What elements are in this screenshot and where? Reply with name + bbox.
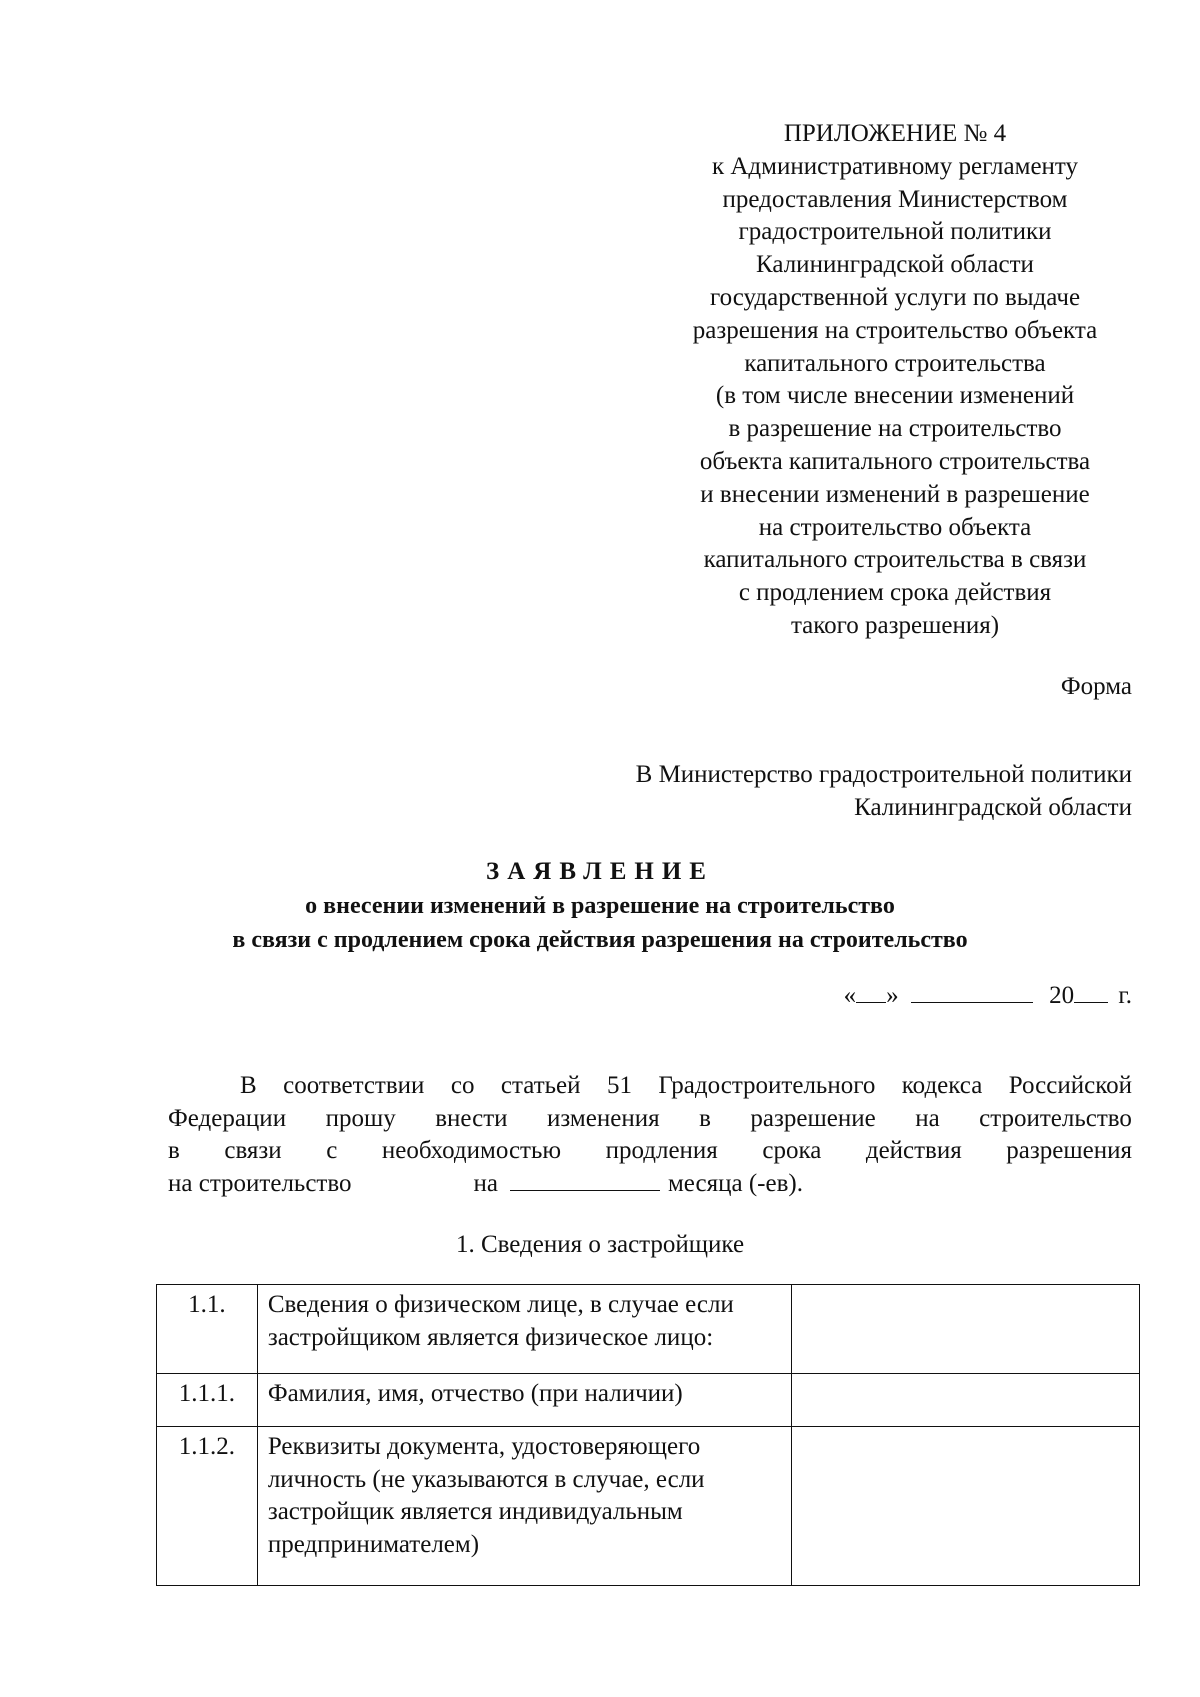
title-line: в связи с продлением срока действия разрешения на строительство [232,927,968,953]
appendix-line: на строительство объекта [758,513,1032,541]
paragraph-line [168,1135,1132,1168]
section-title: 1. Сведения о застройщике [455,1231,745,1258]
word: строительство [979,1104,1132,1132]
row-value-cell[interactable] [791,1374,1140,1427]
word: 51 [606,1072,632,1099]
word: Градостроительного [658,1072,876,1099]
text-segment: на строительство [168,1169,352,1197]
table-row [157,1374,1140,1427]
table-row [157,1427,1140,1586]
addressee-line: Калининградской области [854,794,1132,821]
row-number: 1.1. [157,1285,258,1374]
word: изменения [547,1104,660,1132]
word: прошу [325,1104,396,1132]
appendix-line: капитального строительства [744,349,1046,377]
row-number: 1.1.2. [157,1427,258,1586]
appendix-line: Калининградской области [756,251,1034,279]
row-label [257,1285,791,1374]
title-line: о внесении изменений в разрешение на строительство [305,893,895,919]
word: внести [435,1104,508,1132]
label-line: Реквизиты документа, удостоверяющего [267,1433,701,1460]
word: разрешения [1006,1137,1132,1164]
year-suffix: г. [1118,982,1132,1009]
paragraph-line [168,1070,1132,1103]
appendix-line: объекта капитального строительства [699,447,1091,475]
paragraph-line [168,1168,1132,1201]
word: продления [605,1137,718,1164]
year-prefix: 20 [1049,982,1075,1009]
request-paragraph [168,1070,1132,1200]
months-blank[interactable] [510,1168,660,1191]
year-blank[interactable] [1074,980,1108,1003]
appendix-line: предоставления Министерством [722,185,1068,213]
appendix-line: (в том числе внесении изменений [715,382,1075,410]
word: на [915,1104,940,1132]
word: действия [865,1137,962,1164]
appendix-line: с продлением срока действия [738,579,1052,607]
row-label [257,1374,791,1427]
text-segment: на [473,1169,498,1197]
appendix-line: градостроительной политики [738,218,1052,246]
table-row [157,1285,1140,1374]
date-field [844,980,1132,1012]
word: соответствии [283,1072,425,1099]
date-open-quote: « [843,982,857,1009]
row-number: 1.1.1. [157,1374,258,1427]
label-line: личность (не указываются в случае, если [267,1465,705,1493]
text-segment: месяца (-ев). [667,1169,803,1197]
word: В [240,1072,257,1099]
appendix-line: разрешения на строительство объекта [692,316,1098,344]
word: Федерации [168,1104,287,1132]
form-label: Форма [1060,673,1132,700]
row-label [257,1427,791,1586]
label-line: предпринимателем) [267,1530,480,1558]
row-value-cell[interactable] [791,1427,1140,1586]
appendix-line: государственной услуги по выдаче [709,283,1081,311]
word: в [699,1104,711,1132]
application-title [120,855,1080,957]
word: в [168,1137,180,1164]
word: статьей [500,1072,581,1099]
day-blank[interactable] [856,980,886,1003]
word: Российской [1008,1072,1132,1099]
addressee-block [512,758,1132,824]
addressee-line: В Министерство градостроительной политики [635,761,1132,788]
appendix-line: такого разрешения) [790,611,1000,639]
title-main: ЗАЯВЛЕНИЕ [486,858,714,885]
date-close-quote: » [886,982,899,1009]
appendix-line: к Административному регламенту [711,152,1079,180]
word: разрешение [750,1104,876,1132]
appendix-line: в разрешение на строительство [728,415,1062,443]
label-line: застройщиком является физическое лицо: [267,1323,714,1351]
spacer [351,1168,473,1201]
label-line: Фамилия, имя, отчество (при наличии) [267,1380,683,1407]
appendix-header [660,118,1130,643]
row-value-cell[interactable] [791,1285,1140,1374]
appendix-title: ПРИЛОЖЕНИЕ № 4 [783,120,1007,147]
word: связи [224,1137,282,1164]
word: кодекса [901,1072,983,1099]
word: срока [762,1137,822,1164]
developer-info-table [156,1284,1140,1586]
month-blank[interactable] [911,980,1033,1003]
label-line: застройщик является индивидуальным [267,1498,683,1525]
word: со [450,1072,475,1099]
label-line: Сведения о физическом лице, в случае если [267,1291,734,1318]
word: необходимостью [381,1137,562,1164]
appendix-line: и внесении изменений в разрешение [700,480,1090,508]
word: с [326,1137,338,1164]
paragraph-line [168,1103,1132,1136]
appendix-line: капитального строительства в связи [703,546,1087,574]
